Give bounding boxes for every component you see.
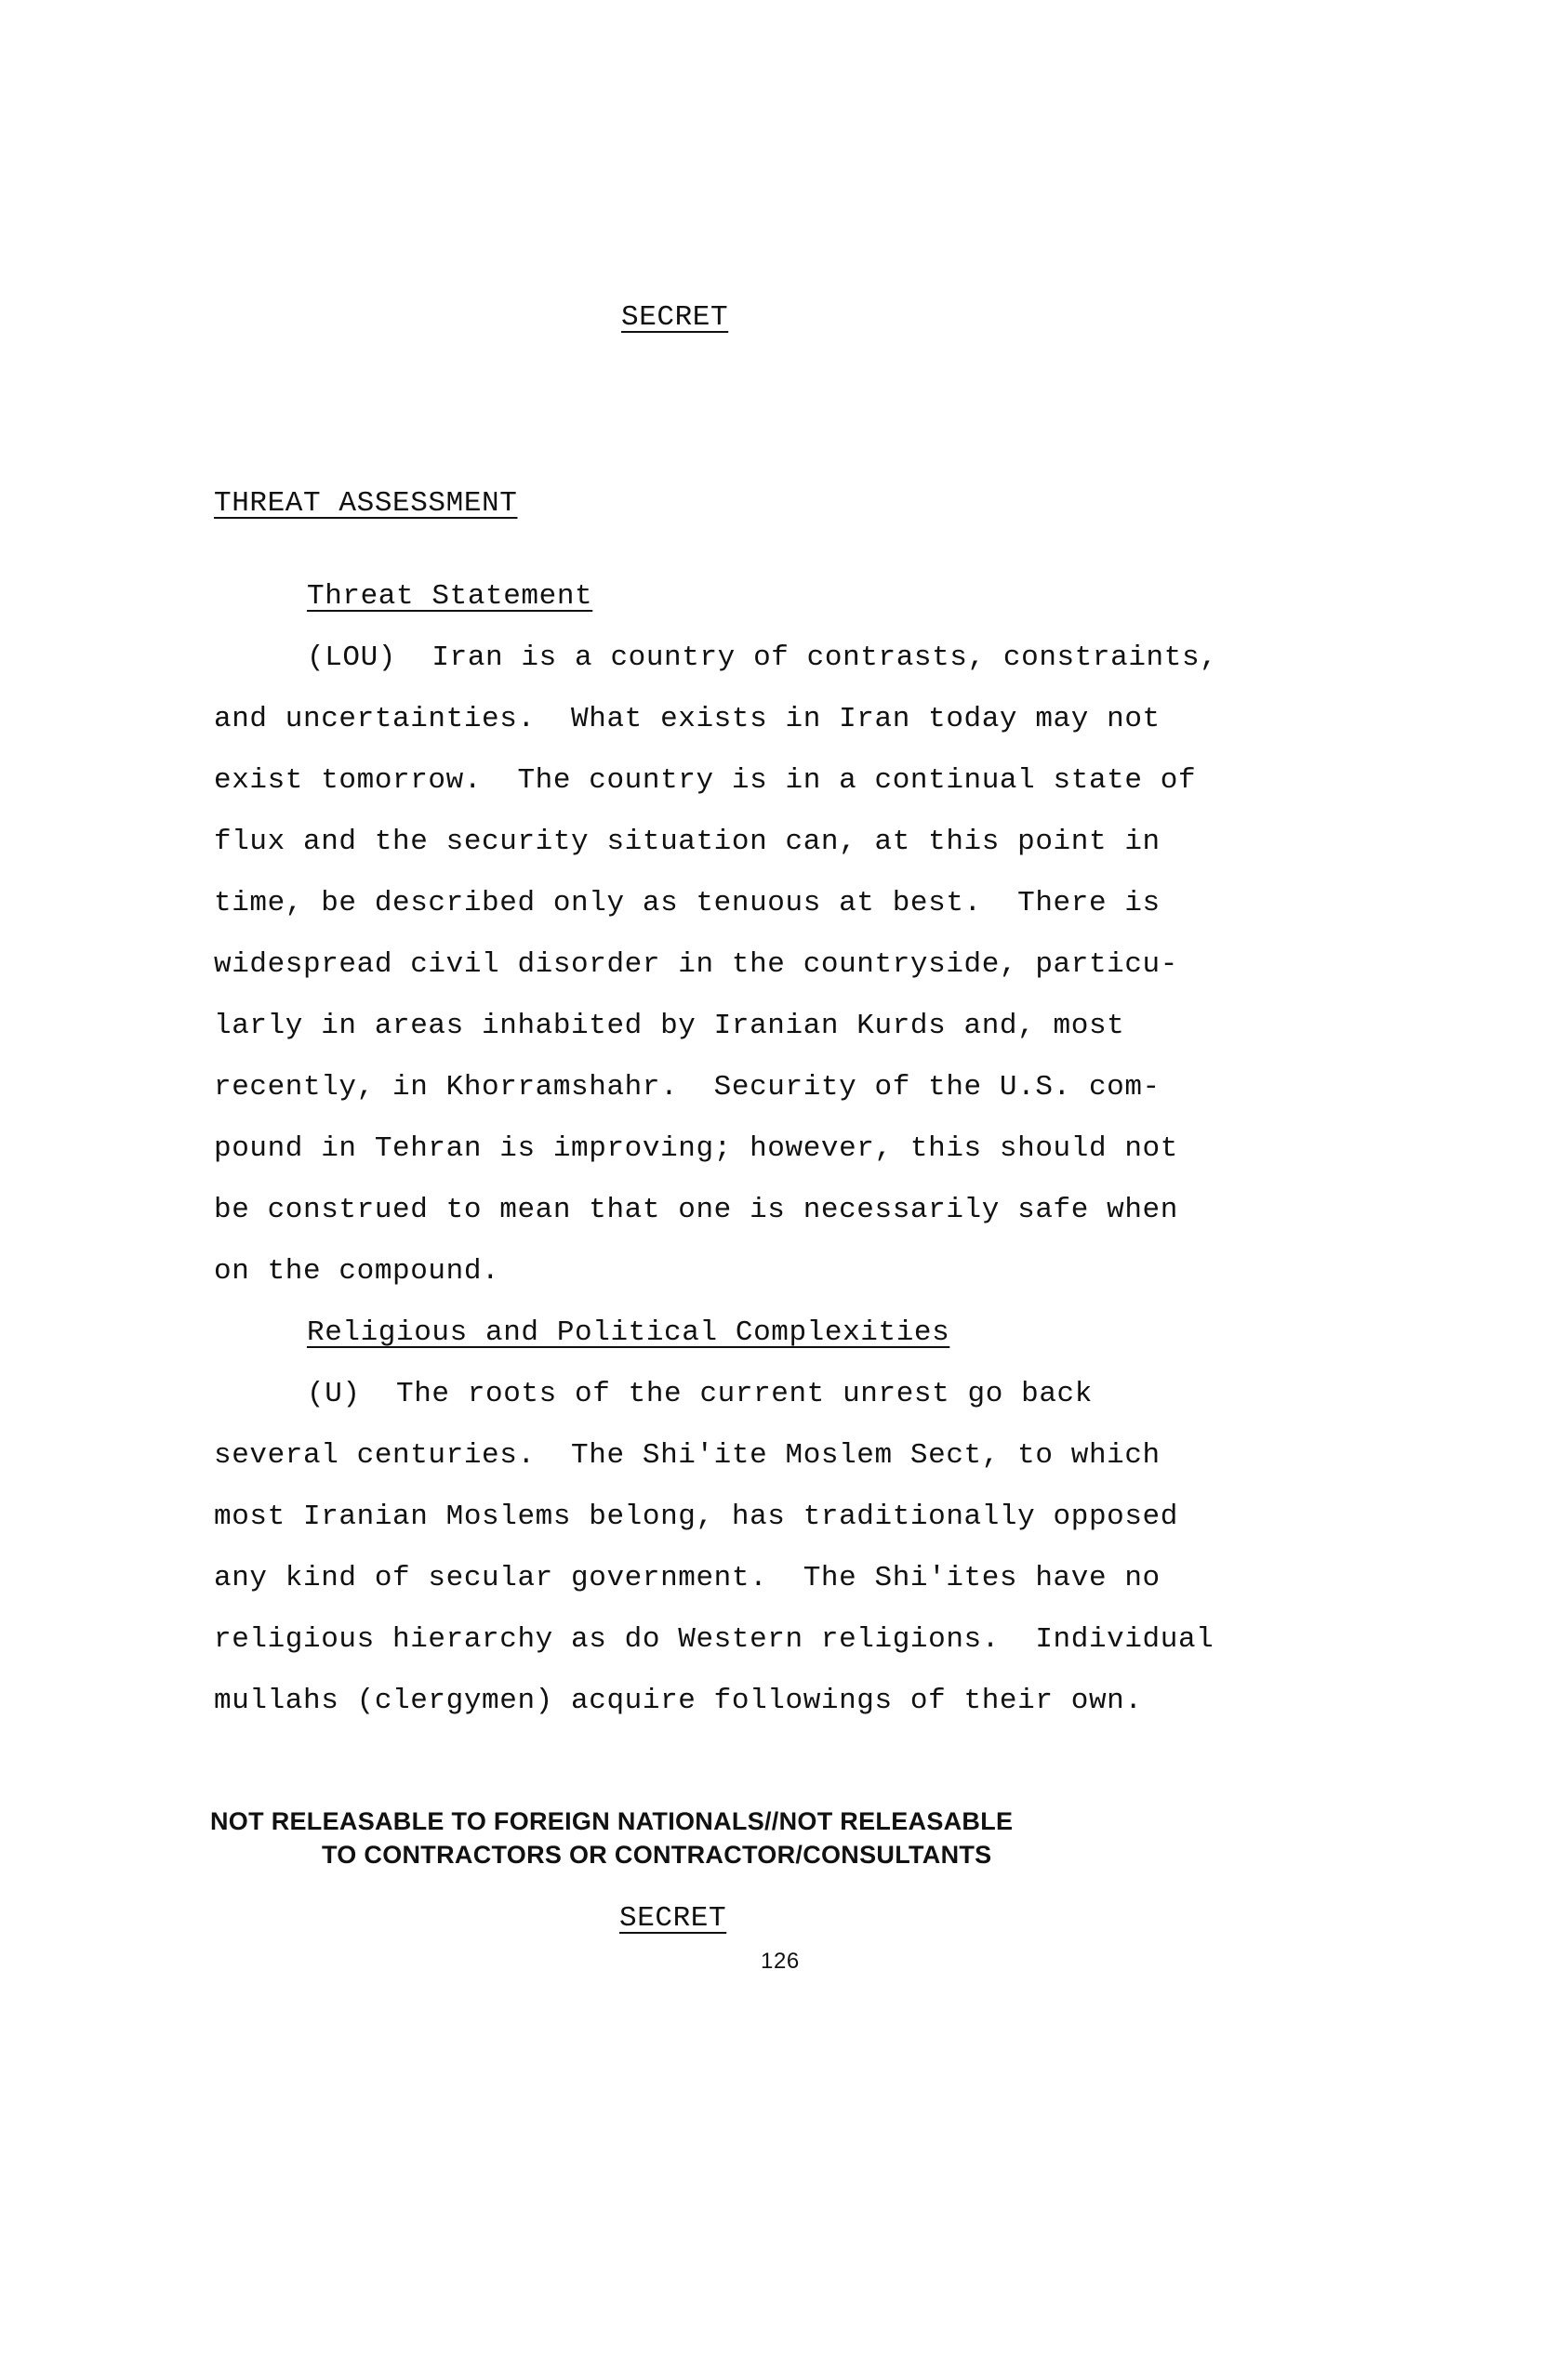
paragraph-line: (LOU) Iran is a country of contrasts, constraints,: [307, 641, 1218, 674]
religious-political-heading: Religious and Political Complexities: [307, 1316, 950, 1349]
paragraph-line: mullahs (clergymen) acquire followings of their own.: [214, 1685, 1143, 1717]
paragraph-line: religious hierarchy as do Western religions. Individual: [214, 1623, 1214, 1656]
paragraph-line: pound in Tehran is improving; however, this should not: [214, 1132, 1178, 1165]
paragraph-line: flux and the security situation can, at this point in: [214, 826, 1161, 858]
page-number: 126: [761, 1949, 800, 1974]
paragraph-line: be construed to mean that one is necessarily safe when: [214, 1194, 1178, 1226]
footer-classification: SECRET: [619, 1902, 727, 1935]
paragraph-line: and uncertainties. What exists in Iran today may not: [214, 703, 1161, 735]
paragraph-line: recently, in Khorramshahr. Security of the U.S. com-: [214, 1071, 1161, 1104]
section-title: THREAT ASSESSMENT: [214, 487, 518, 520]
paragraph-line: any kind of secular government. The Shi'ites have no: [214, 1562, 1161, 1594]
paragraph-line: larly in areas inhabited by Iranian Kurds and, most: [214, 1010, 1125, 1042]
paragraph-line: exist tomorrow. The country is in a continual state of: [214, 764, 1197, 797]
paragraph-line: time, be described only as tenuous at best. There is: [214, 887, 1161, 919]
paragraph-line: (U) The roots of the current unrest go back: [307, 1378, 1093, 1410]
paragraph-line: on the compound.: [214, 1255, 500, 1288]
paragraph-line: several centuries. The Shi'ite Moslem Sect, to which: [214, 1439, 1161, 1472]
header-classification: SECRET: [621, 301, 729, 334]
threat-statement-heading: Threat Statement: [307, 580, 593, 613]
paragraph-line: most Iranian Moslems belong, has traditionally opposed: [214, 1501, 1178, 1533]
release-restriction-line-1: NOT RELEASABLE TO FOREIGN NATIONALS//NOT RELEASABLE: [210, 1807, 1014, 1835]
paragraph-line: widespread civil disorder in the countryside, particu-: [214, 948, 1178, 981]
release-restriction-line-2: TO CONTRACTORS OR CONTRACTOR/CONSULTANTS: [322, 1841, 992, 1869]
